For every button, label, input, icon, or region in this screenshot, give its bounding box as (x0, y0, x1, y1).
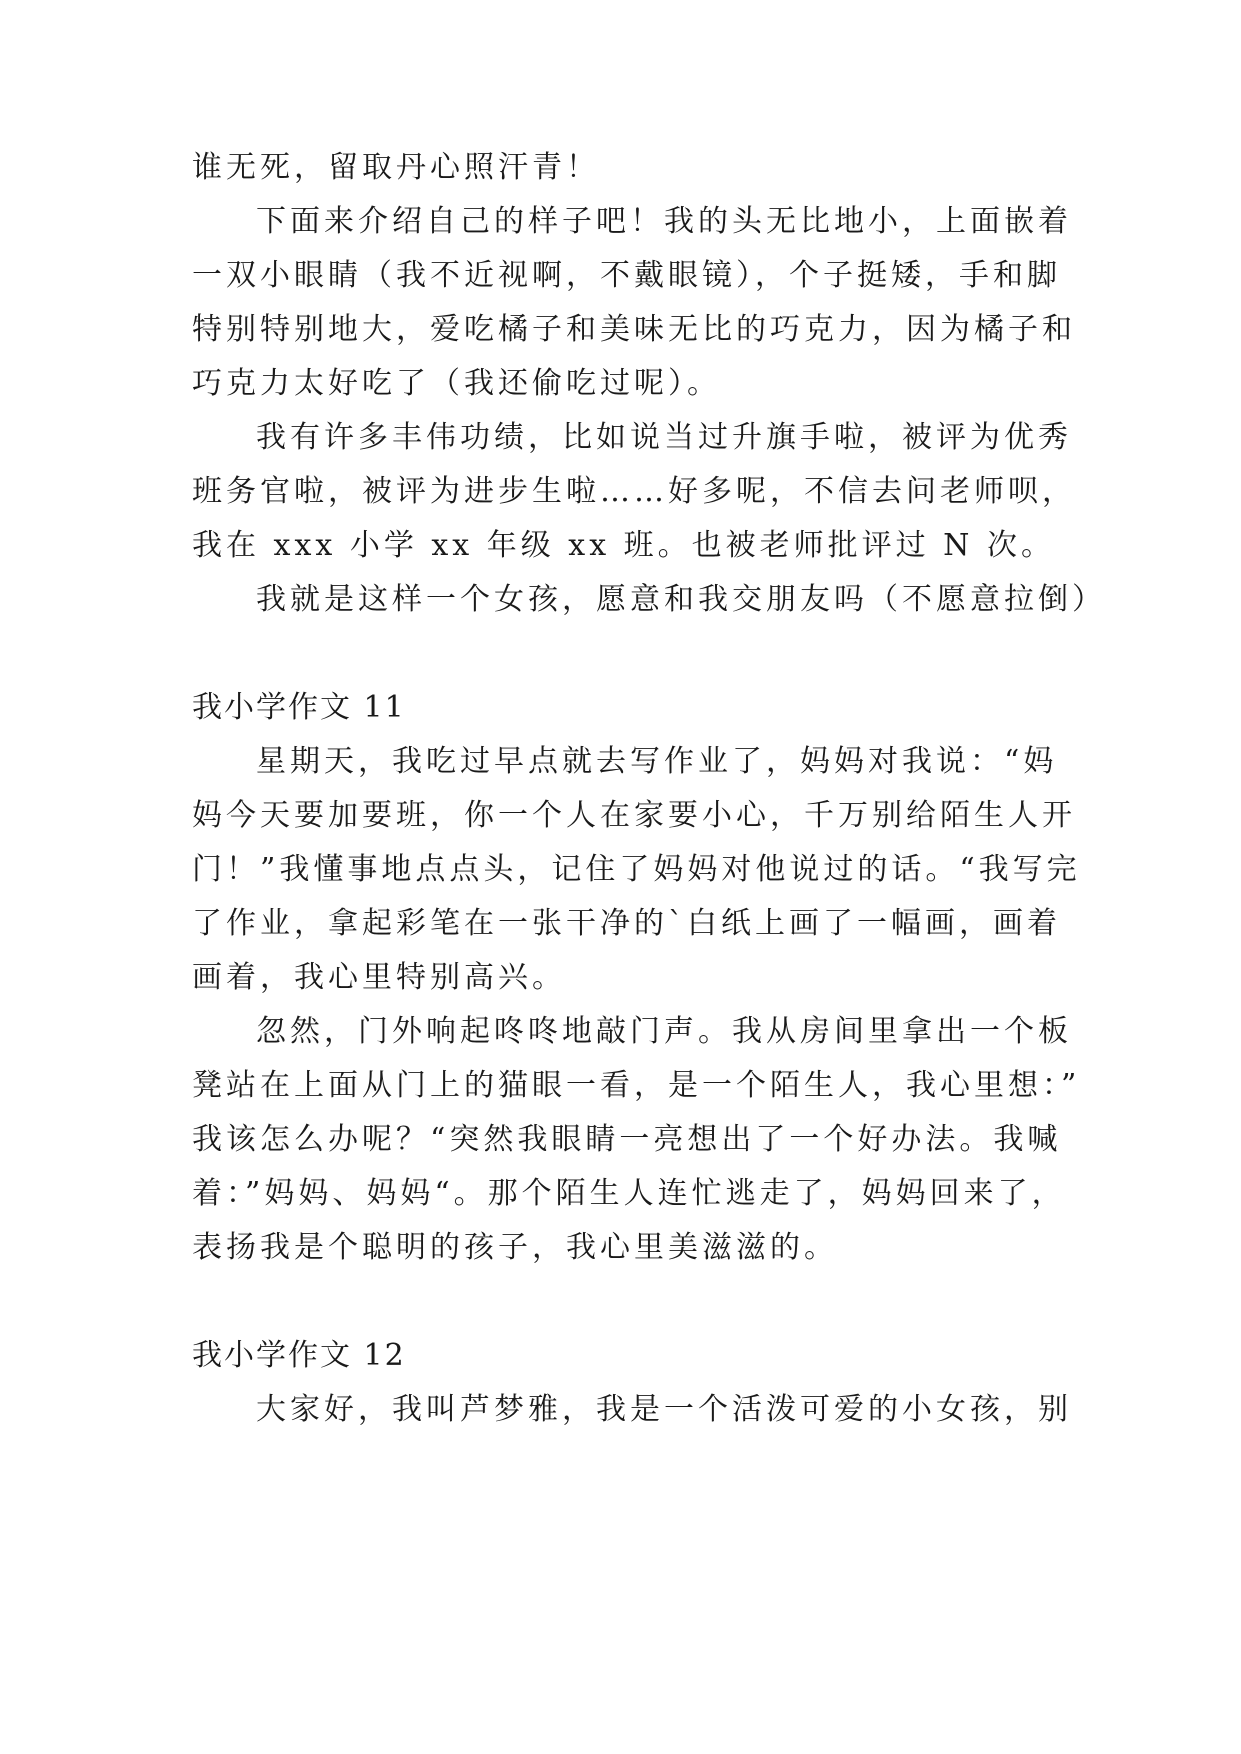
paragraph-line: 谁无死，留取丹心照汗青！ (192, 150, 600, 185)
paragraph-line: 一双小眼睛（我不近视啊，不戴眼镜），个子挺矮，手和脚 (192, 258, 1061, 293)
section-heading: 我小学作文 11 (192, 690, 406, 725)
paragraph-line: 凳站在上面从门上的猫眼一看，是一个陌生人，我心里想：” (192, 1068, 1081, 1103)
paragraph-line: 特别特别地大，爱吃橘子和美味无比的巧克力，因为橘子和 (192, 312, 1076, 347)
paragraph-line: 星期天，我吃过早点就去写作业了，妈妈对我说：“妈 (256, 744, 1058, 779)
paragraph-line: 我有许多丰伟功绩，比如说当过升旗手啦，被评为优秀 (256, 420, 1072, 455)
paragraph-line: 我该怎么办呢？“突然我眼睛一亮想出了一个好办法。我喊 (192, 1122, 1062, 1157)
paragraph-line: 忽然，门外响起咚咚地敲门声。我从房间里拿出一个板 (256, 1014, 1072, 1049)
paragraph-line: 下面来介绍自己的样子吧！我的头无比地小，上面嵌着 (256, 204, 1072, 239)
section-heading: 我小学作文 12 (192, 1338, 406, 1373)
paragraph-line: 我就是这样一个女孩，愿意和我交朋友吗（不愿意拉倒） (256, 582, 1106, 617)
paragraph-line: 我在 xxx 小学 xx 年级 xx 班。也被老师批评过 N 次。 (192, 528, 1055, 563)
paragraph-line: 门！”我懂事地点点头，记住了妈妈对他说过的话。“我写完 (192, 852, 1081, 887)
paragraph-line: 巧克力太好吃了（我还偷吃过呢）。 (192, 366, 721, 401)
paragraph-line: 表扬我是个聪明的孩子，我心里美滋滋的。 (192, 1230, 838, 1265)
paragraph-line: 大家好，我叫芦梦雅，我是一个活泼可爱的小女孩，别 (256, 1392, 1072, 1427)
paragraph-line: 画着，我心里特别高兴。 (192, 960, 566, 995)
paragraph-line: 了作业，拿起彩笔在一张干净的`白纸上画了一幅画，画着 (192, 906, 1061, 941)
paragraph-line: 班务官啦，被评为进步生啦……好多呢，不信去问老师呗， (192, 474, 1076, 509)
paragraph-line: 着：”妈妈、妈妈“。那个陌生人连忙逃走了，妈妈回来了， (192, 1176, 1066, 1211)
paragraph-line: 妈今天要加要班，你一个人在家要小心，千万别给陌生人开 (192, 798, 1076, 833)
